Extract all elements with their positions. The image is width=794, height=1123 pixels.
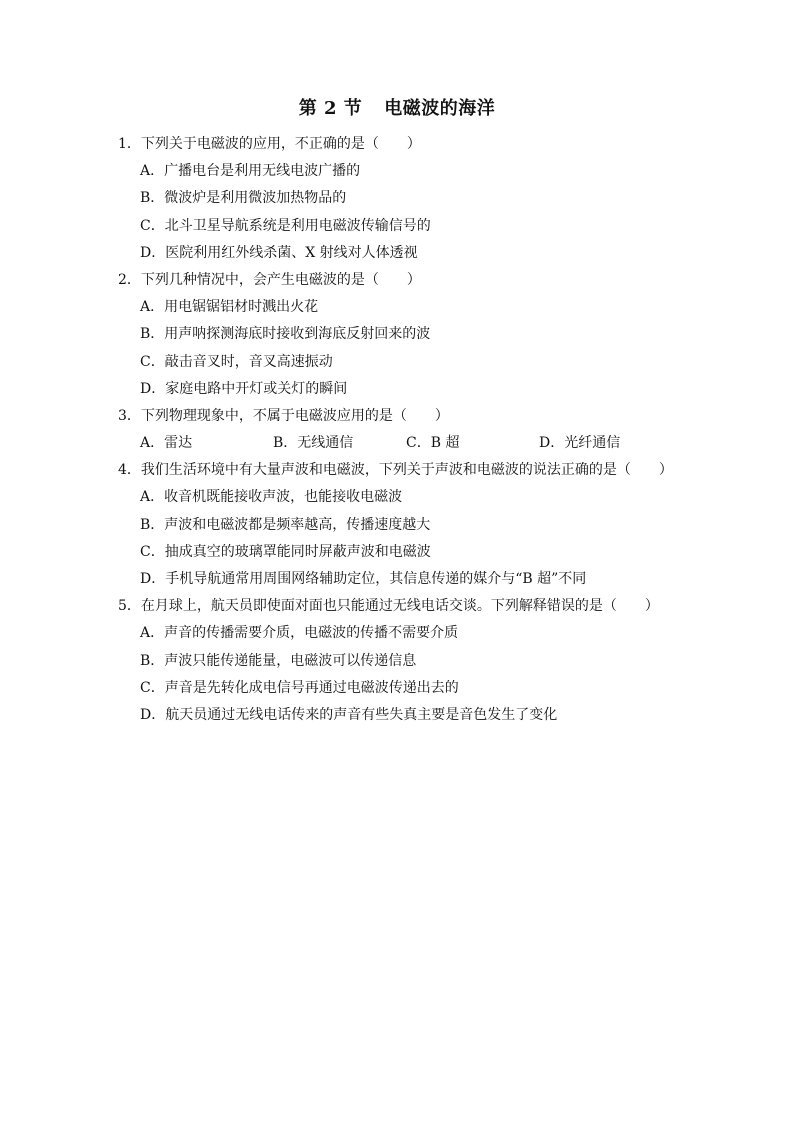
question-1-option-a: A．广播电台是利用无线电波广播的: [140, 163, 361, 180]
question-1-option-c: C．北斗卫星导航系统是利用电磁波传输信号的: [140, 217, 431, 234]
question-2-option-a: A．用电锯锯铝材时溅出火花: [140, 299, 319, 316]
question-list: [118, 131, 718, 729]
question-4-option-a: A．收音机既能接收声波，也能接收电磁波: [140, 489, 403, 506]
question-4-option-d: D．手机导航通常用周围网络辅助定位，其信息传递的媒介与“B 超”不同: [140, 571, 587, 587]
question-3-option-d: D．光纤通信: [539, 435, 621, 452]
page-title: [0, 96, 794, 122]
question-4-option-b: B．声波和电磁波都是频率越高，传播速度越大: [140, 516, 431, 533]
question-2-option-d: D．家庭电路中开灯或关灯的瞬间: [140, 380, 348, 397]
question-5-option-d: D．航天员通过无线电话传来的声音有些失真主要是音色发生了变化: [140, 706, 558, 723]
question-5-option-a: A．声音的传播需要介质，电磁波的传播不需要介质: [140, 625, 459, 642]
question-5-option-b: B．声波只能传递能量，电磁波可以传递信息: [140, 652, 417, 669]
question-1-stem: 1．下列关于电磁波的应用，不正确的是（ ）: [118, 136, 421, 152]
question-4-option-c: C．抽成真空的玻璃罩能同时屏蔽声波和电磁波: [140, 543, 431, 560]
section-number: 第 2 节: [298, 98, 363, 119]
section-title: 电磁波的海洋: [384, 98, 496, 119]
question-2-option-c: C．敲击音叉时，音叉高速振动: [140, 353, 333, 370]
question-3-option-a: A．雷达: [140, 435, 193, 452]
question-3-options-row: [118, 430, 718, 457]
question-1-option-b: B．微波炉是利用微波加热物品的: [140, 190, 347, 207]
question-4-stem: 4．我们生活环境中有大量声波和电磁波，下列关于声波和电磁波的说法正确的是（ ）: [118, 462, 673, 479]
question-1-option-d: D．医院利用红外线杀菌、X 射线对人体透视: [140, 244, 418, 261]
question-3-stem: 3．下列物理现象中，不属于电磁波应用的是（ ）: [118, 407, 449, 424]
question-3-option-b: B．无线通信: [273, 435, 354, 452]
question-2-stem: 2．下列几种情况中，会产生电磁波的是（ ）: [118, 271, 421, 288]
question-2-option-b: B．用声呐探测海底时接收到海底反射回来的波: [140, 326, 431, 343]
question-5-option-c: C．声音是先转化成电信号再通过电磁波传递出去的: [140, 679, 459, 696]
question-3-option-c: C．B 超: [406, 435, 460, 452]
question-5-stem: 5．在月球上，航天员即使面对面也只能通过无线电话交谈。下列解释错误的是（ ）: [118, 598, 659, 615]
